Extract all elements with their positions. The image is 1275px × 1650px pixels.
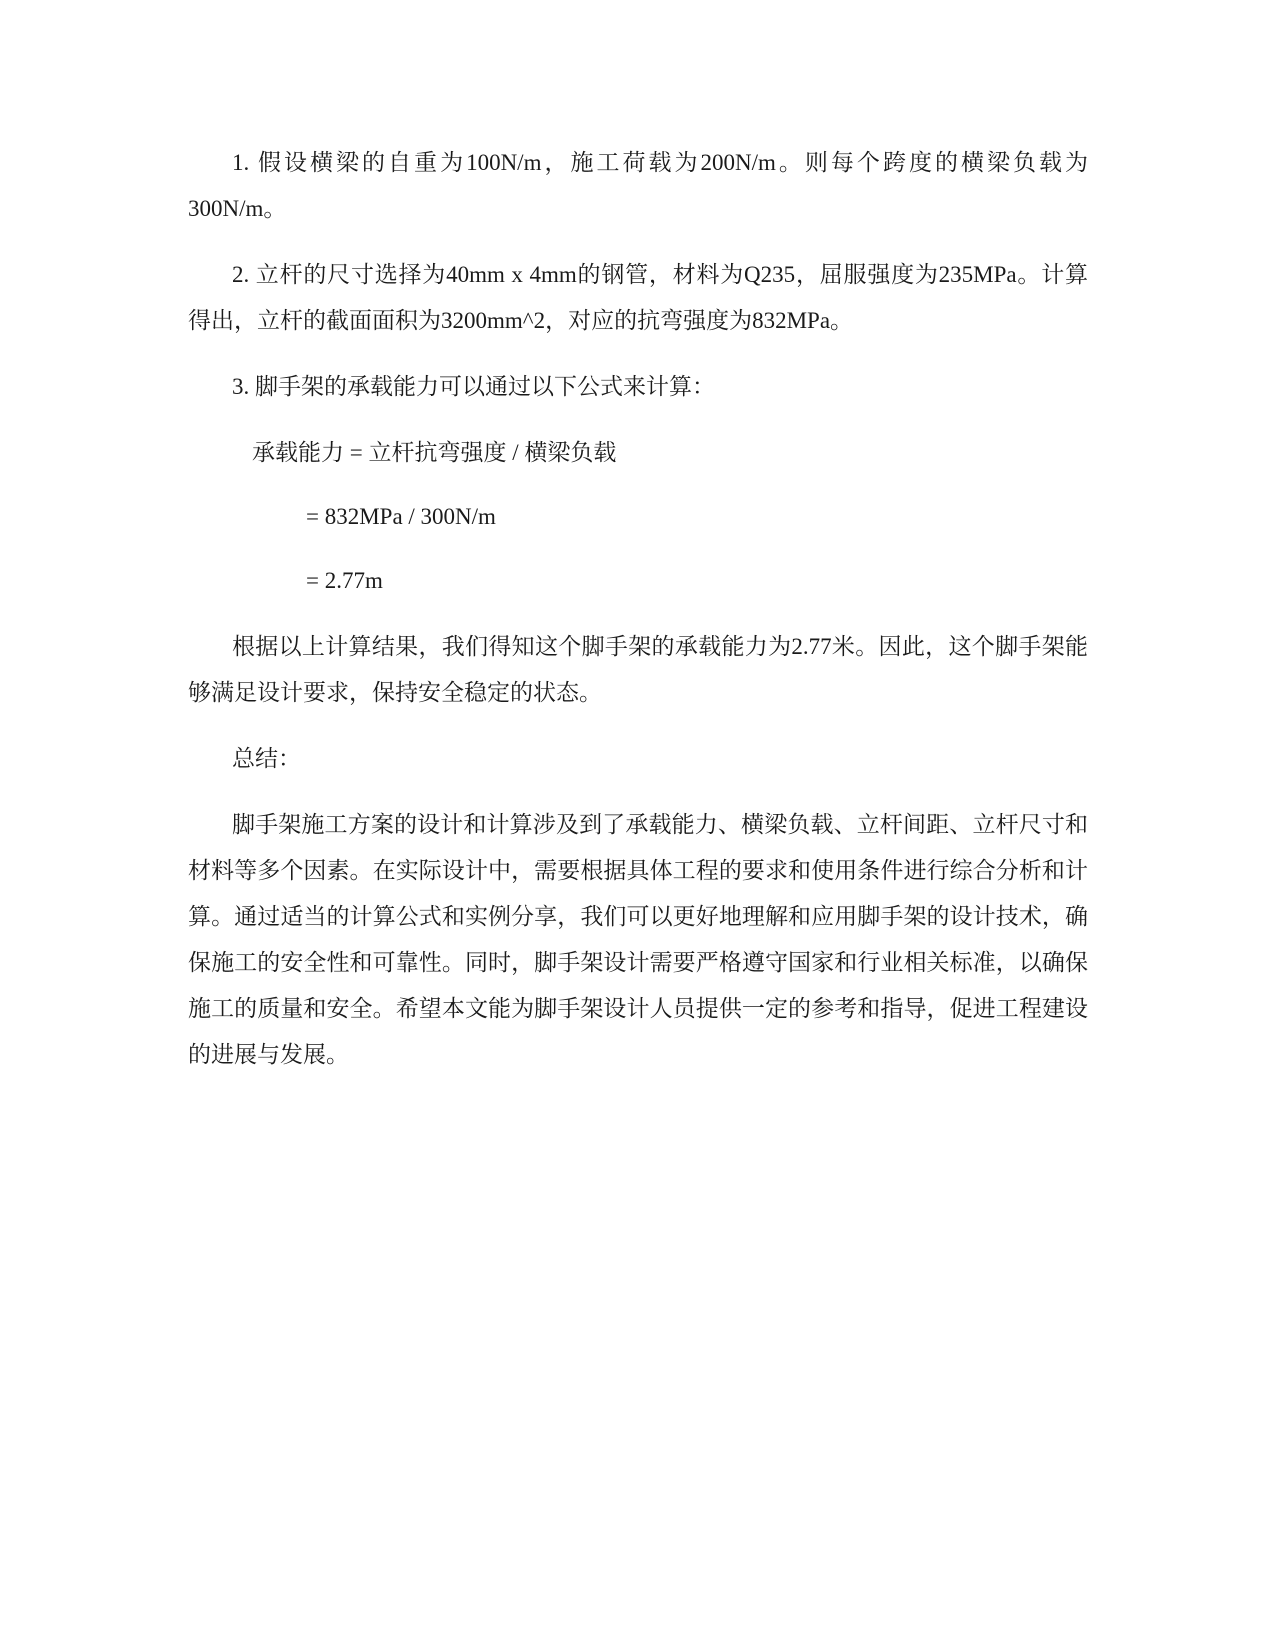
summary-heading: 总结： [232, 746, 301, 771]
item-1-paragraph: 1. 假设横梁的自重为100N/m，施工荷载为200N/m。则每个跨度的横梁负载为300N/m。 [188, 150, 1088, 221]
conclusion-paragraph: 根据以上计算结果，我们得知这个脚手架的承载能力为2.77米。因此，这个脚手架能够满足设计要求，保持安全稳定的状态。 [188, 634, 1088, 705]
item-2-paragraph: 2. 立杆的尺寸选择为40mm x 4mm的钢管，材料为Q235，屈服强度为235MPa。计算得出，立杆的截面面积为3200mm^2，对应的抗弯强度为832MPa。 [188, 262, 1088, 333]
formula-line-1: 承载能力 = 立杆抗弯强度 / 横梁负载 [252, 440, 617, 465]
item-3-paragraph: 3. 脚手架的承载能力可以通过以下公式来计算： [232, 374, 715, 399]
document-page [188, 140, 1088, 1098]
summary-paragraph: 脚手架施工方案的设计和计算涉及到了承载能力、横梁负载、立杆间距、立杆尺寸和材料等多个因素。在实际设计中，需要根据具体工程的要求和使用条件进行综合分析和计算。通过适当的计算公式和实例分享，我们可以更好地理解和应用脚手架的设计技术，确保施工的安全性和可靠性。同时，脚手架设计需要严格遵守国家和行业相关标准，以确保施工的质量和安全。希望本文能为脚手架设计人员提供一定的参考和指导，促进工程建设的进展与发展。 [188, 812, 1088, 1067]
formula-line-3: = 2.77m [306, 568, 383, 593]
formula-line-2: = 832MPa / 300N/m [306, 504, 496, 529]
